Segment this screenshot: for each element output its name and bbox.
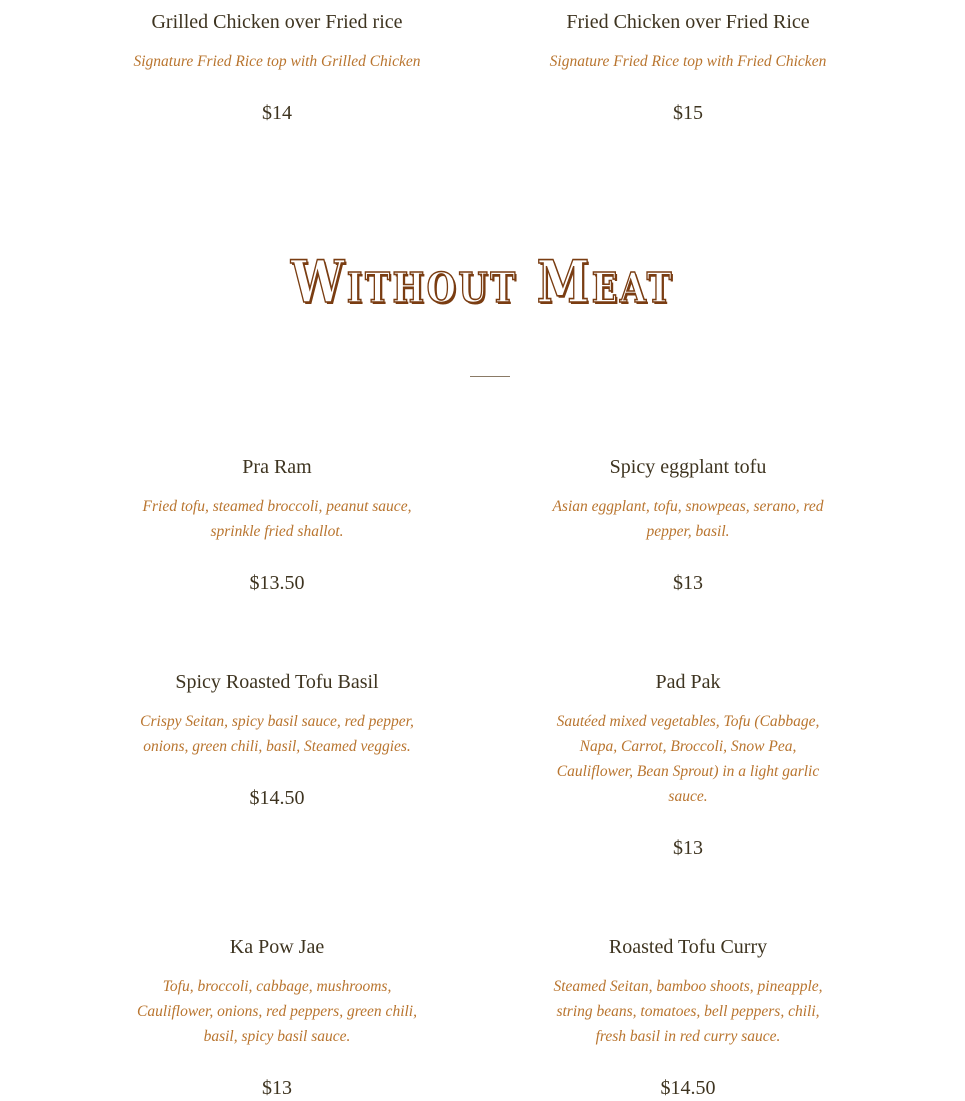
menu-item-price: $14.50 bbox=[660, 1077, 716, 1099]
menu-item-price: $13 bbox=[262, 1077, 292, 1099]
menu-item bbox=[538, 9, 838, 126]
menu-item-description: Signature Fried Rice top with Grilled Chicken bbox=[133, 53, 421, 70]
menu-item-name: Ka Pow Jae bbox=[229, 936, 325, 958]
menu-item-name: Spicy Roasted Tofu Basil bbox=[175, 671, 379, 693]
menu-item-description: Crispy Seitan, spicy basil sauce, red pepper, onions, green chili, basil, Steamed veggies. bbox=[140, 713, 414, 755]
menu-item-price: $15 bbox=[673, 102, 703, 124]
menu-item bbox=[538, 454, 838, 596]
menu-item-name: Pra Ram bbox=[242, 456, 312, 478]
menu-item bbox=[127, 934, 427, 1101]
menu-item-description: Tofu, broccoli, cabbage, mushrooms, Cauliflower, onions, red peppers, green chili, basil, spicy basil sauce. bbox=[137, 978, 417, 1045]
menu-item bbox=[127, 9, 427, 126]
menu-item bbox=[127, 454, 427, 596]
menu-item-name: Grilled Chicken over Fried rice bbox=[151, 11, 403, 33]
section-title: Without Meat bbox=[290, 248, 675, 316]
section-divider bbox=[470, 376, 510, 377]
menu-item-description: Fried tofu, steamed broccoli, peanut sauce, sprinkle fried shallot. bbox=[142, 498, 412, 540]
menu-item-description: Asian eggplant, tofu, snowpeas, serano, red pepper, basil. bbox=[552, 498, 824, 540]
menu-item bbox=[538, 934, 838, 1101]
menu-item bbox=[538, 669, 838, 861]
menu-item-price: $13 bbox=[673, 837, 703, 859]
menu-item-description: Sautéed mixed vegetables, Tofu (Cabbage, Napa, Carrot, Broccoli, Snow Pea, Cauliflower, Bean Sprout) in a light garlic sauce. bbox=[556, 713, 820, 805]
menu-item-price: $14 bbox=[262, 102, 292, 124]
menu-item-price: $13.50 bbox=[249, 572, 305, 594]
menu-item-description: Steamed Seitan, bamboo shoots, pineapple, string beans, tomatoes, bell peppers, chili, fresh basil in red curry sauce. bbox=[553, 978, 823, 1045]
menu-item-description: Signature Fried Rice top with Fried Chicken bbox=[549, 53, 827, 70]
menu-item-name: Fried Chicken over Fried Rice bbox=[566, 11, 810, 33]
menu-item-name: Spicy eggplant tofu bbox=[609, 456, 767, 478]
menu-item-name: Pad Pak bbox=[655, 671, 721, 693]
menu-item-price: $13 bbox=[673, 572, 703, 594]
menu-item-name: Roasted Tofu Curry bbox=[608, 936, 768, 958]
menu-item-price: $14.50 bbox=[249, 787, 305, 809]
menu-item bbox=[127, 669, 427, 811]
